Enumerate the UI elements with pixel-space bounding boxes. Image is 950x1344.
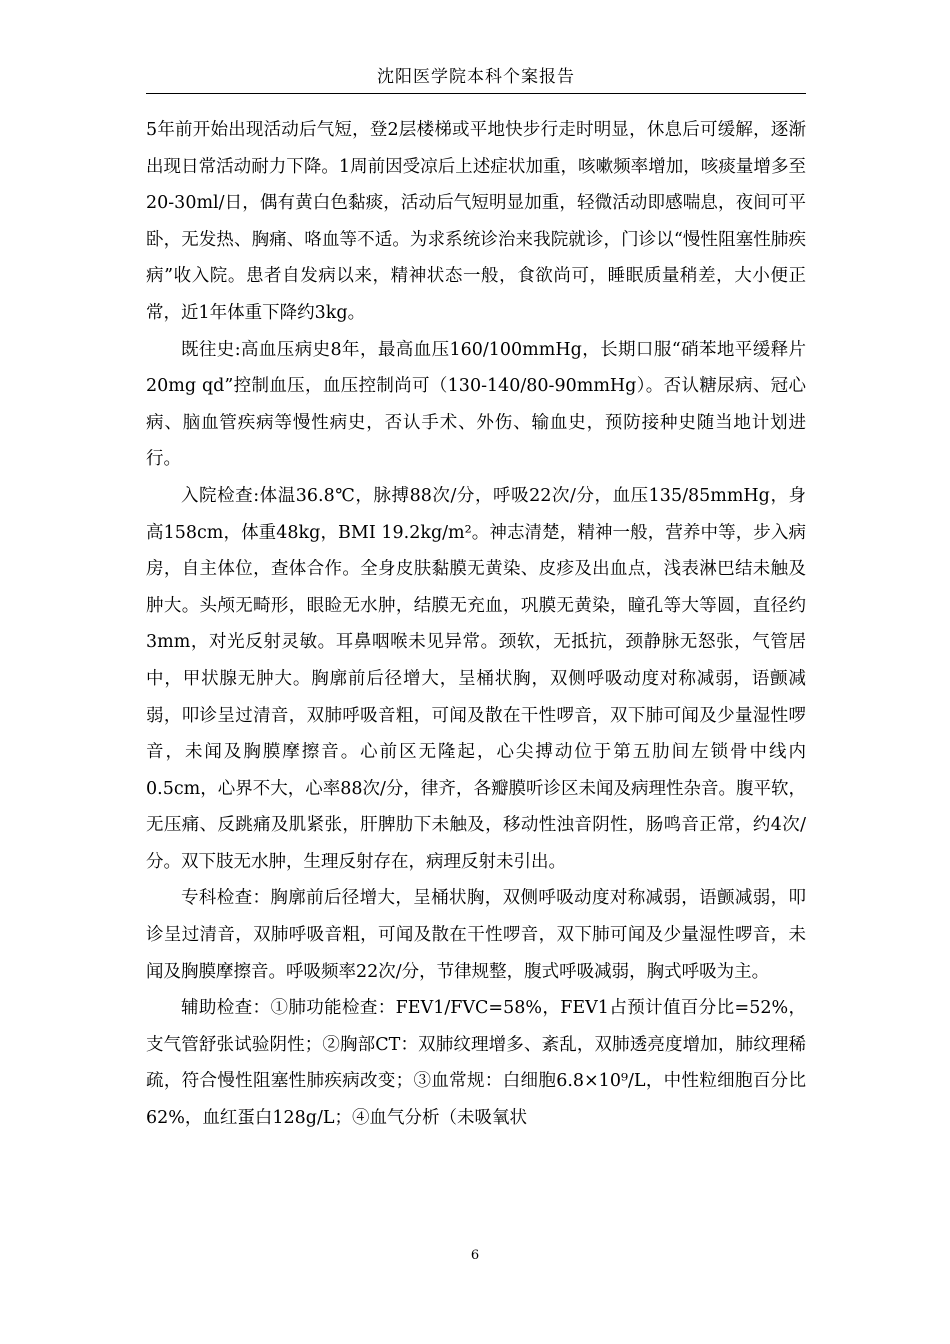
paragraph-present-illness: 5年前开始出现活动后气短，登2层楼梯或平地快步行走时明显，休息后可缓解，逐渐出现日常活动耐力下降。1周前因受凉后上述症状加重，咳嗽频率增加，咳痰量增多至20-30ml/日，偶有黄白色黏痰，活动后气短明显加重，轻微活动即感喘息，夜间可平卧，无发热、胸痛、咯血等不适。为求系统诊治来我院就诊，门诊以“慢性阻塞性肺疾病”收入院。患者自发病以来，精神状态一般，食欲尚可，睡眠质量稍差，大小便正常，近1年体重下降约3kg。: [146, 120, 806, 323]
paragraph-past-history: 既往史:高血压病史8年，最高血压160/100mmHg，长期口服“硝苯地平缓释片20mg qd”控制血压，血压控制尚可（130-140/80-90mmHg）。否认糖尿病、冠心病、脑血管疾病等慢性病史，否认手术、外伤、输血史，预防接种史随当地计划进行。: [146, 339, 806, 470]
paragraph-auxiliary-exam: 辅助检查：①肺功能检查：FEV1/FVC=58%，FEV1占预计值百分比=52%，支气管舒张试验阴性；②胸部CT：双肺纹理增多、紊乱，双肺透亮度增加，肺纹理稀疏，符合慢性阻塞性肺疾病改变；③血常规：白细胞6.8×10⁹/L，中性粒细胞百分比62%，血红蛋白128g/L；④血气分析（未吸氧状: [146, 998, 806, 1129]
page-header-title: 沈阳医学院本科个案报告: [377, 67, 575, 87]
page-number: 6: [470, 1248, 480, 1263]
paragraph-specialty-exam: 专科检查：胸廓前后径增大，呈桶状胸，双侧呼吸动度对称减弱，语颤减弱，叩诊呈过清音，双肺呼吸音粗，可闻及散在干性啰音，双下肺可闻及少量湿性啰音，未闻及胸膜摩擦音。呼吸频率22次/分，节律规整，腹式呼吸减弱，胸式呼吸为主。: [146, 888, 806, 982]
report-body: [146, 112, 806, 1137]
paragraph-admission-exam: 入院检查:体温36.8℃，脉搏88次/分，呼吸22次/分，血压135/85mmHg，身高158cm，体重48kg，BMI 19.2kg/m²。神志清楚，精神一般，营养中等，步入病房，自主体位，查体合作。全身皮肤黏膜无黄染、皮疹及出血点，浅表淋巴结未触及肿大。头颅无畸形，眼睑无水肿，结膜无充血，巩膜无黄染，瞳孔等大等圆，直径约3mm，对光反射灵敏。耳鼻咽喉未见异常。颈软，无抵抗，颈静脉无怒张，气管居中，甲状腺无肿大。胸廓前后径增大，呈桶状胸，双侧呼吸动度对称减弱，语颤减弱，叩诊呈过清音，双肺呼吸音粗，可闻及散在干性啰音，双下肺可闻及少量湿性啰音，未闻及胸膜摩擦音。心前区无隆起，心尖搏动位于第五肋间左锁骨中线内0.5cm，心界不大，心率88次/分，律齐，各瓣膜听诊区未闻及病理性杂音。腹平软，无压痛、反跳痛及肌紧张，肝脾肋下未触及，移动性浊音阴性，肠鸣音正常，约4次/分。双下肢无水肿，生理反射存在，病理反射未引出。: [146, 485, 806, 872]
header-divider: [146, 93, 806, 94]
